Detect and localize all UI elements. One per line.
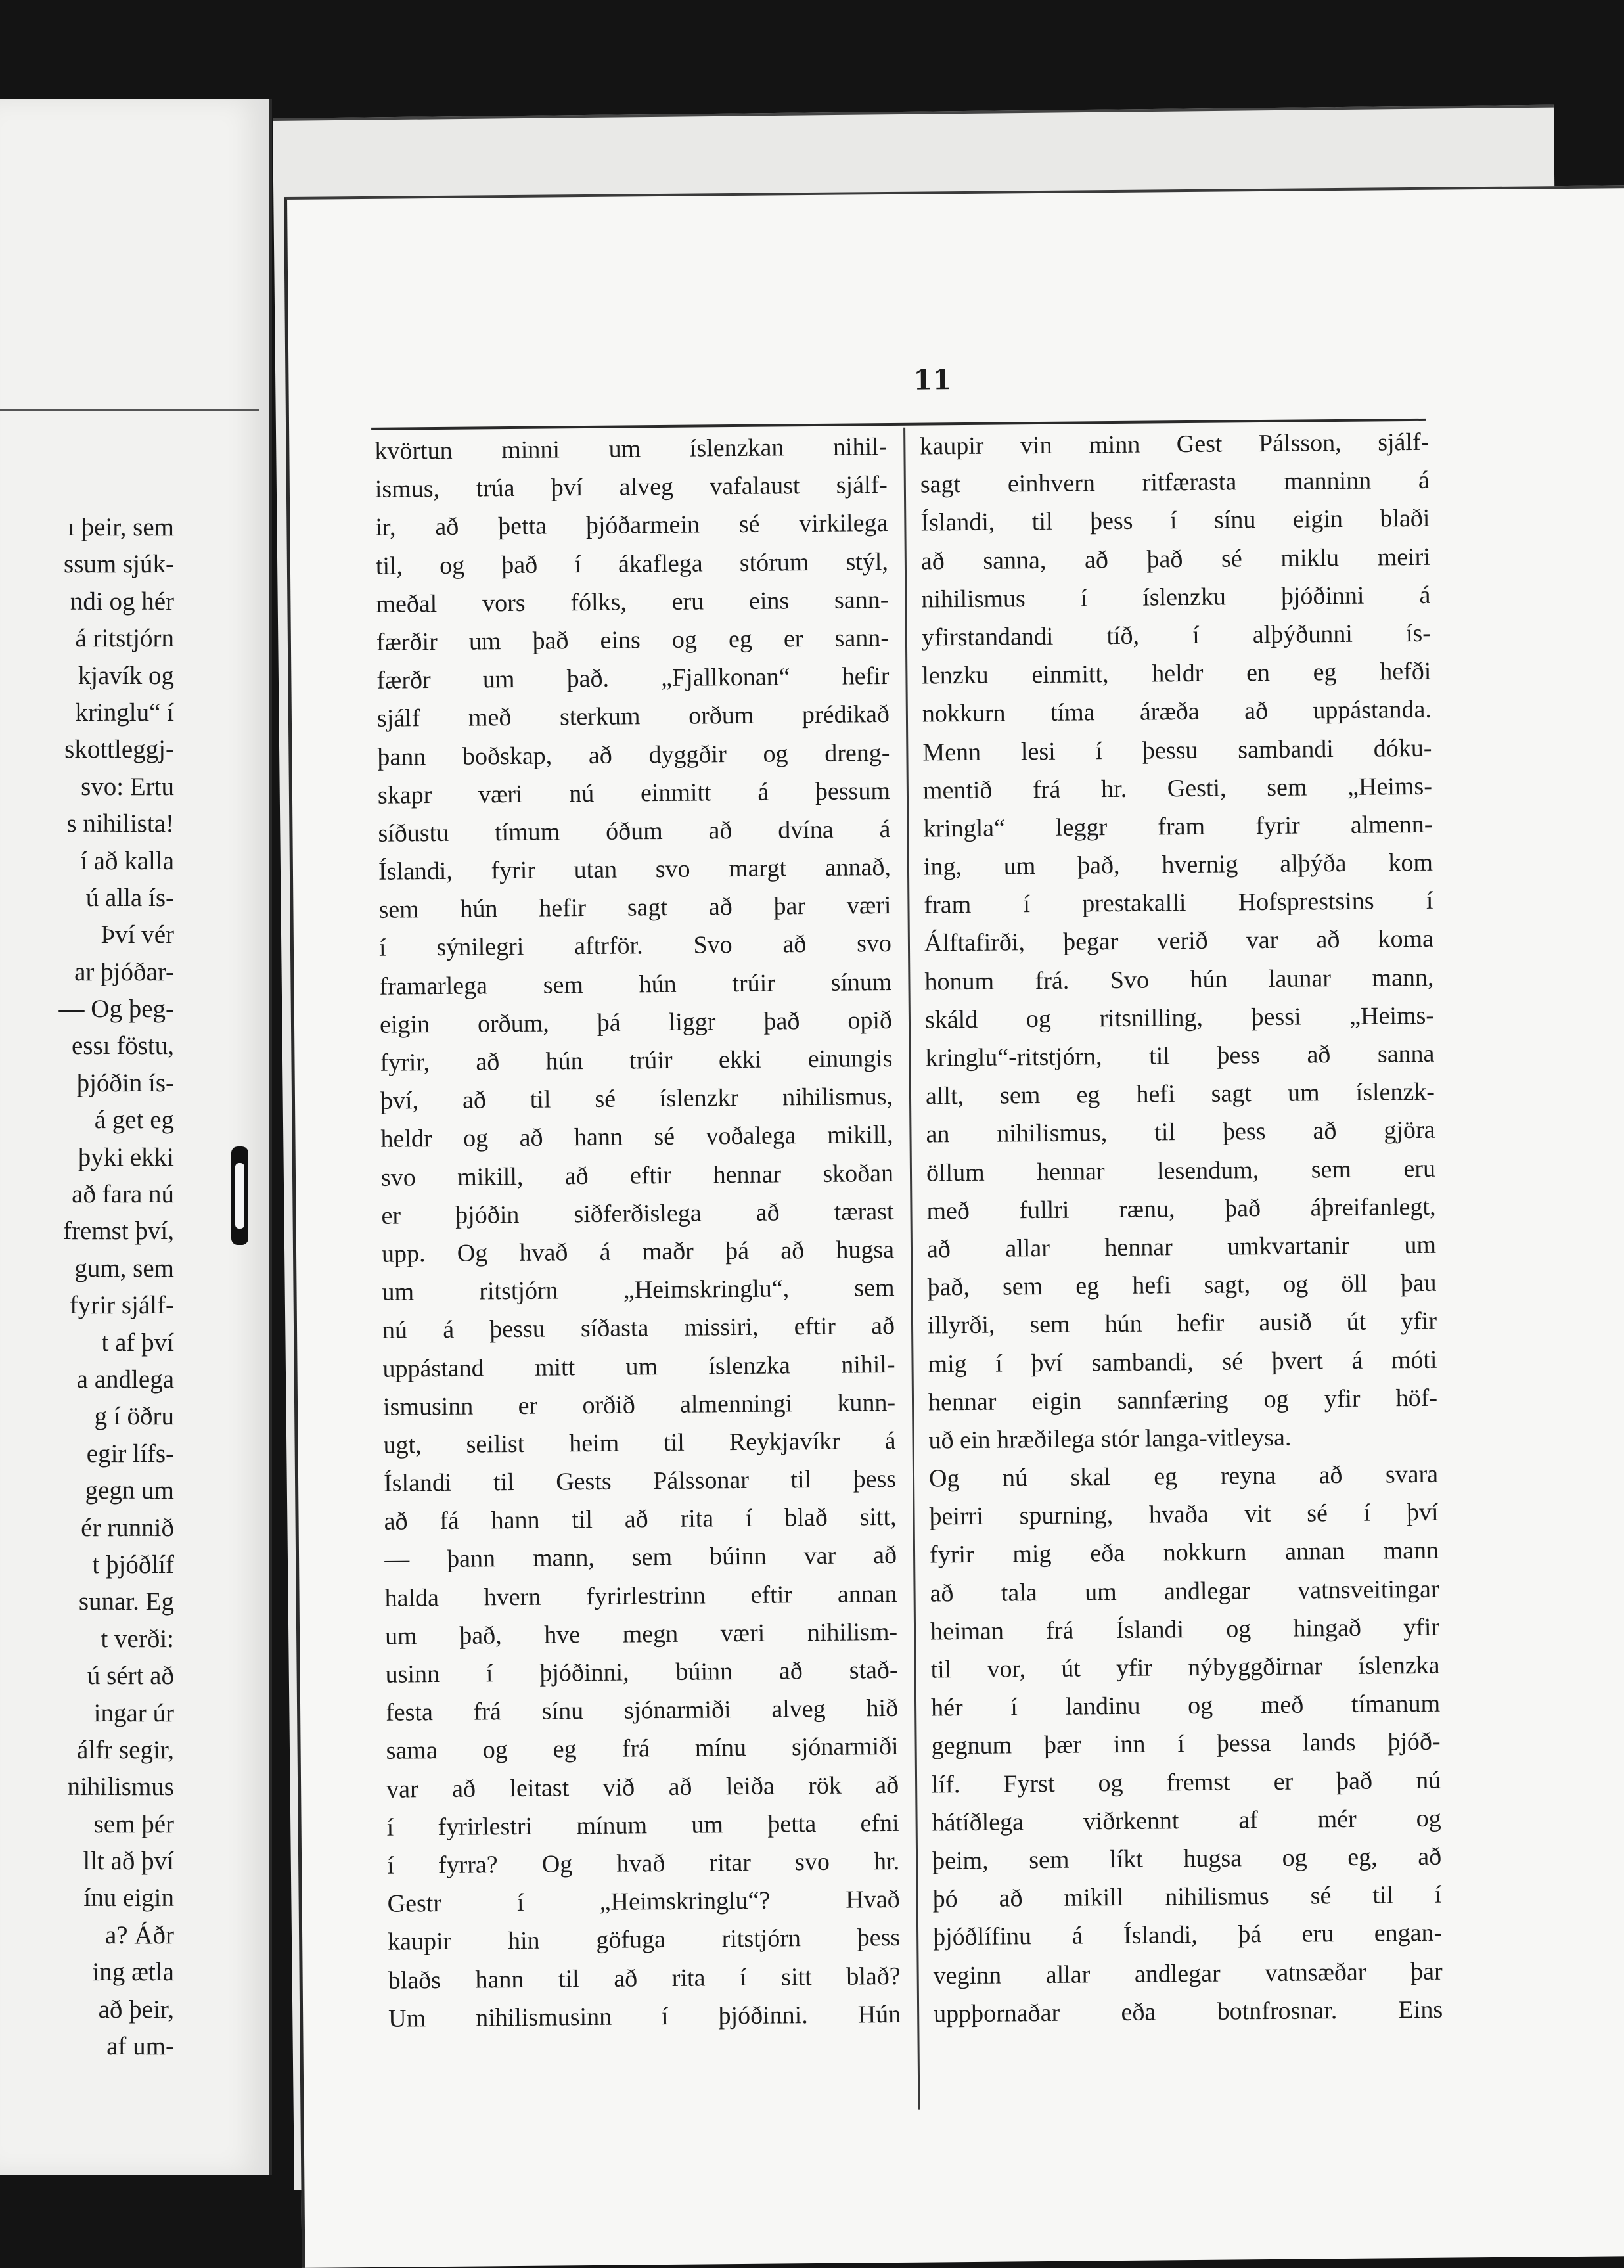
- text-line: Álftafirði, þegar verið var að koma: [924, 925, 1434, 957]
- previous-page-line: af um-: [106, 2032, 174, 2061]
- text-line: blaðs hann til að rita í sitt blað?: [388, 1962, 901, 1995]
- text-line: meðal vors fólks, eru eins sann-: [376, 585, 889, 618]
- text-line: Menn lesi í þessu sambandi dóku-: [922, 734, 1432, 767]
- text-line: kaupir vin minn Gest Pálsson, sjálf-: [920, 428, 1430, 461]
- text-line: mentið frá hr. Gesti, sem „Heims-: [922, 772, 1433, 805]
- previous-page: [0, 99, 272, 2175]
- text-line: skáld og ritsnilling, þessi „Heims-: [924, 1001, 1435, 1034]
- previous-page-line: fyrir sjálf-: [69, 1291, 174, 1320]
- book-page: [284, 185, 1624, 2268]
- previous-page-line: gegn um: [85, 1476, 174, 1505]
- text-line: an nihilismus, til þess að gjöra: [926, 1116, 1435, 1148]
- previous-page-line: á ritstjórn: [75, 624, 174, 653]
- text-line: nokkurn tíma áræða að uppástanda.: [922, 696, 1432, 728]
- text-line: hátíðlega viðrkennt af mér og: [932, 1804, 1441, 1837]
- previous-page-line: álfr segir,: [77, 1735, 174, 1764]
- previous-page-line: essı föstu,: [72, 1032, 174, 1060]
- previous-page-text: [0, 509, 174, 2065]
- previous-page-line: ar þjóðar-: [74, 957, 174, 986]
- text-line: ir, að þetta þjóðarmein sé virkilega: [375, 509, 888, 542]
- previous-page-line: ú sért að: [87, 1662, 174, 1690]
- previous-page-line: ingar úr: [93, 1698, 174, 1727]
- text-line: uð ein hræðilega stór langa-vitleysa.: [928, 1423, 1292, 1455]
- text-line: ismusinn er orðið almenningi kunn-: [382, 1388, 896, 1421]
- text-column-right: [920, 423, 1443, 2033]
- text-line: í sýnilegri aftrför. Svo að svo: [378, 930, 892, 963]
- text-line: Íslandi, fyrir utan svo margt annað,: [378, 853, 891, 886]
- text-line: að allar hennar umkvartanir um: [926, 1231, 1437, 1263]
- text-line: þeirri spurning, hvaða vit sé í því: [929, 1498, 1439, 1531]
- text-line: færðir um það eins og eg er sann-: [376, 624, 890, 656]
- previous-page-line: ı þeir, sem: [68, 513, 174, 541]
- text-line: það, sem eg hefi sagt, og öll þau: [927, 1269, 1437, 1302]
- text-line: mig í því sambandi, sé þvert á móti: [928, 1346, 1437, 1378]
- text-line: yfirstandandi tíð, í alþýðunni ís-: [921, 619, 1432, 652]
- previous-page-line: á get eg: [94, 1106, 174, 1135]
- text-column-left: [374, 428, 901, 2038]
- previous-page-line: ndi og hér: [70, 587, 174, 616]
- text-line: uppþornaðar eða botnfrosnar. Eins: [933, 1995, 1443, 2028]
- text-line: kringlu“-ritstjórn, til þess að sanna: [925, 1039, 1435, 1072]
- text-line: upp. Og hvað á maðr þá að hugsa: [381, 1235, 895, 1268]
- text-line: sagt einhvern ritfærasta manninn á: [920, 466, 1430, 499]
- text-line: hér í landinu og með tímanum: [930, 1689, 1441, 1722]
- previous-page-line: svo: Ertu: [81, 772, 174, 801]
- previous-page-line: ing ætla: [92, 1958, 174, 1987]
- binding-clip: [231, 1146, 248, 1245]
- previous-page-line: þjóðin ís-: [76, 1068, 174, 1097]
- previous-page-line: t verði:: [101, 1624, 174, 1653]
- previous-page-line: ér runnið: [81, 1513, 174, 1542]
- text-line: hennar eigin sannfæring og yfir höf-: [928, 1384, 1438, 1417]
- text-line: ismus, trúa því alveg vafalaust sjálf-: [374, 471, 888, 503]
- text-line: framarlega sem hún trúir sínum: [379, 968, 892, 1001]
- text-line: um það, hve megn væri nihilism-: [384, 1618, 898, 1650]
- text-line: að fá hann til að rita í blað sitt,: [384, 1503, 897, 1535]
- previous-page-line: — Og þeg-: [58, 995, 174, 1024]
- previous-page-line: a? Áðr: [104, 1920, 174, 1949]
- text-line: gegnum þær inn í þessa lands þjóð-: [931, 1728, 1441, 1760]
- previous-page-line: llt að því: [83, 1847, 174, 1876]
- text-line: sama og eg frá mínu sjónarmiði: [386, 1733, 899, 1765]
- text-line: síðustu tímum óðum að dvína á: [378, 815, 891, 848]
- text-line: til, og það í ákaflega stórum stýl,: [375, 547, 889, 580]
- previous-page-line: t af því: [101, 1328, 174, 1357]
- previous-page-line: kringlu“ í: [75, 698, 174, 727]
- text-line: illyrði, sem hún hefir ausið út yfir: [927, 1307, 1437, 1340]
- previous-page-line: sem þér: [93, 1809, 174, 1838]
- text-line: þó að mikill nihilismus sé til í: [932, 1880, 1442, 1913]
- previous-page-line: ínu eigin: [83, 1884, 174, 1913]
- text-line: allt, sem eg hefi sagt um íslenzk-: [925, 1077, 1435, 1110]
- text-line: heldr og að hann sé voðalega mikill,: [380, 1121, 893, 1154]
- text-line: fyrir, að hún trúir ekki einungis: [380, 1044, 893, 1077]
- text-line: kvörtun minni um íslenzkan nihil-: [374, 433, 888, 465]
- text-line: sjálf með sterkum orðum prédikað: [376, 700, 890, 733]
- text-line: lenzku einmitt, heldr en eg hefði: [922, 657, 1432, 690]
- text-line: Íslandi, til þess í sínu eigin blaði: [920, 505, 1430, 537]
- text-line: sem hún hefir sagt að þar væri: [378, 892, 891, 924]
- text-line: nú á þessu síðasta missiri, eftir að: [382, 1312, 895, 1345]
- text-line: kringla“ leggr fram fyrir almenn-: [923, 810, 1433, 843]
- text-line: heiman frá Íslandi og hingað yfir: [930, 1613, 1440, 1646]
- text-line: fyrir mig eða nokkurn annan mann: [929, 1537, 1439, 1569]
- text-line: í fyrirlestri mínum um þetta efni: [386, 1809, 899, 1842]
- previous-page-header-rule: [0, 409, 259, 411]
- text-line: Íslandi til Gests Pálssonar til þess: [383, 1465, 897, 1497]
- previous-page-line: nihilismus: [67, 1773, 174, 1802]
- text-line: usinn í þjóðinni, búinn að stað-: [385, 1656, 898, 1689]
- text-line: kaupir hin göfuga ritstjórn þess: [388, 1924, 901, 1957]
- previous-page-line: í að kalla: [80, 846, 174, 875]
- text-line: um ritstjórn „Heimskringlu“, sem: [382, 1274, 895, 1306]
- text-line: þann boðskap, að dyggðir og dreng-: [377, 738, 890, 771]
- previous-page-line: ssum sjúk-: [64, 550, 174, 579]
- previous-page-line: skottleggj-: [64, 735, 174, 764]
- text-line: — þann mann, sem búinn var að: [384, 1541, 897, 1574]
- previous-page-line: sunar. Eg: [78, 1587, 174, 1616]
- text-line: Og nú skal eg reyna að svara: [928, 1460, 1439, 1493]
- text-line: honum frá. Svo hún launar mann,: [924, 963, 1434, 996]
- text-line: líf. Fyrst og fremst er það nú: [931, 1766, 1441, 1799]
- previous-page-line: egir lífs-: [86, 1439, 174, 1468]
- text-line: að tala um andlegar vatnsveitingar: [930, 1575, 1439, 1608]
- previous-page-line: þyki ekki: [78, 1143, 174, 1171]
- text-line: öllum hennar lesendum, sem eru: [926, 1154, 1436, 1187]
- previous-page-line: g í öðru: [94, 1402, 174, 1431]
- previous-page-line: gum, sem: [74, 1254, 174, 1282]
- text-line: halda hvern fyrirlestrinn eftir annan: [384, 1579, 897, 1612]
- previous-page-line: t þjóðlíf: [92, 1550, 174, 1579]
- previous-page-line: a andlega: [76, 1365, 174, 1394]
- text-line: ugt, seilist heim til Reykjavíkr á: [383, 1426, 896, 1459]
- previous-page-line: Því vér: [101, 920, 174, 949]
- text-line: eigin orðum, þá liggr það opið: [379, 1006, 893, 1039]
- previous-page-line: fremst því,: [63, 1217, 174, 1246]
- previous-page-line: að fara nú: [72, 1180, 174, 1209]
- previous-page-line: að þeir,: [98, 1995, 174, 2024]
- text-line: til vor, út yfir nýbyggðirnar íslenzka: [930, 1651, 1440, 1684]
- text-line: uppástand mitt um íslenzka nihil-: [382, 1350, 895, 1383]
- text-line: færðr um það. „Fjallkonan“ hefir: [376, 662, 890, 694]
- text-line: í fyrra? Og hvað ritar svo hr.: [386, 1847, 900, 1880]
- text-line: Gestr í „Heimskringlu“? Hvað: [387, 1886, 900, 1918]
- text-line: var að leitast við að leiða rök að: [386, 1771, 899, 1803]
- column-divider: [903, 428, 920, 2110]
- page-number: 11: [913, 363, 952, 396]
- text-line: svo mikill, að eftir hennar skoðan: [380, 1159, 894, 1192]
- previous-page-line: kjavík og: [78, 661, 174, 690]
- text-line: skapr væri nú einmitt á þessum: [377, 777, 891, 809]
- text-line: Um nihilismusinn í þjóðinni. Hún: [388, 2000, 901, 2033]
- text-line: nihilismus í íslenzku þjóðinni á: [921, 581, 1431, 614]
- text-line: veginn allar andlegar vatnsæðar þar: [933, 1957, 1443, 1989]
- text-line: er þjóðin siðferðislega að tærast: [381, 1197, 894, 1230]
- text-line: fram í prestakalli Hofsprestsins í: [924, 887, 1433, 919]
- text-line: að sanna, að það sé miklu meiri: [920, 543, 1431, 576]
- text-line: því, að til sé íslenzkr nihilismus,: [380, 1083, 893, 1115]
- text-line: ing, um það, hvernig alþýða kom: [923, 848, 1433, 881]
- text-line: þeim, sem líkt hugsa og eg, að: [932, 1842, 1442, 1875]
- text-line: með fullri rænu, það áþreifanlegt,: [926, 1192, 1436, 1225]
- previous-page-line: ú alla ís-: [85, 883, 174, 912]
- text-line: festa frá sínu sjónarmiði alveg hið: [385, 1694, 899, 1727]
- previous-page-line: s nihilista!: [66, 809, 174, 838]
- text-line: þjóðlífinu á Íslandi, þá eru engan-: [932, 1919, 1443, 1951]
